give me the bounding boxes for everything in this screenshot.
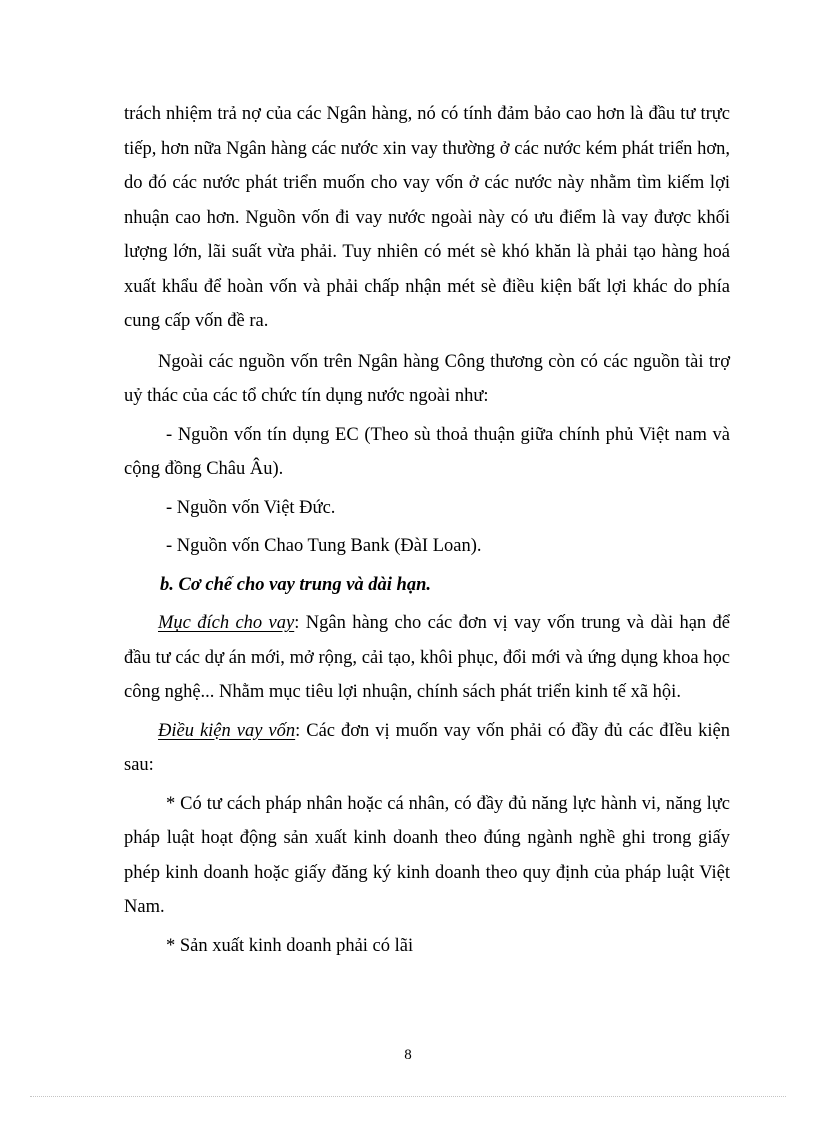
- condition-profitable: * Sản xuất kinh doanh phải có lãi: [166, 935, 414, 956]
- term-loan-purpose: Mục đích cho vay: [158, 613, 295, 633]
- condition-legal-status: * Có tư cách pháp nhân hoặc cá nhân, có đầy đủ năng lực hành vi, năng lực pháp luật hoạt động sản xuất kinh doanh theo đúng ngành nghề ghi trong giấy phép kinh doanh hoặc giấy đăng ký kinh doanh theo quy định của pháp luật Việt Nam.: [124, 793, 730, 917]
- loan-conditions-text: : Các đơn vị muốn vay vốn phải có đầy đủ các đIều kiện sau:: [124, 720, 730, 775]
- page-number: 8: [404, 1047, 412, 1063]
- list-item-viet-duc-fund: - Nguồn vốn Việt Đức.: [166, 497, 336, 518]
- paragraph-trust-funds: Ngoài các nguồn vốn trên Ngân hàng Công thương còn có các nguồn tài trợ uỷ thác của các tổ chức tín dụng nước ngoài như:: [124, 351, 730, 406]
- loan-purpose-text: : Ngân hàng cho các đơn vị vay vốn trung và dài hạn để đầu tư các dự án mới, mở rộng, cải tạo, khôi phục, đổi mới và ứng dụng khoa học công nghệ... Nhằm mục tiêu lợi nhuận, chính sách phát triển kinh tế xã hội.: [124, 613, 731, 702]
- section-heading: b. Cơ chế cho vay trung và dài hạn.: [160, 574, 431, 595]
- paragraph-loan-conditions: [124, 714, 730, 783]
- term-loan-conditions: Điều kiện vay vốn: [158, 720, 296, 741]
- list-item-ec-fund: - Nguồn vốn tín dụng EC (Theo sù thoả thuận giữa chính phủ Việt nam và cộng đồng Châu Âu).: [124, 424, 730, 479]
- footer-divider: [30, 1096, 786, 1097]
- list-item-chao-tung-fund: - Nguồn vốn Chao Tung Bank (ĐàI Loan).: [166, 536, 482, 556]
- body-text: [124, 97, 730, 963]
- paragraph-loan-purpose: [124, 606, 730, 710]
- paragraph-foreign-loans: trách nhiệm trả nợ của các Ngân hàng, nó có tính đảm bảo cao hơn là đầu tư trực tiếp, hơn nữa Ngân hàng các nước xin vay thường ở các nước kém phát triển hơn, do đó các nước phát triển muốn cho vay vốn ở các nước này nhằm tìm kiếm lợi nhuận cao hơn. Nguồn vốn đi vay nước ngoài này có ưu điểm là vay được khối lượng lớn, lãi suất vừa phải. Tuy nhiên có mét sè khó khăn là phải tạo hàng hoá xuất khẩu để hoàn vốn và phải chấp nhận mét sè điều kiện bất lợi khác do phía cung cấp vốn đề ra.: [124, 104, 730, 331]
